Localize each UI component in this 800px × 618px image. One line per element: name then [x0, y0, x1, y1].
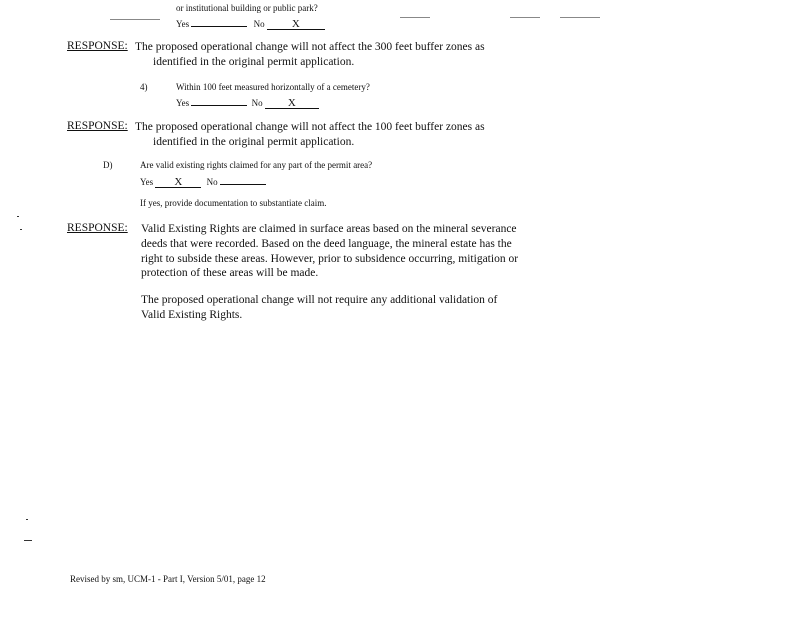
yes-mark: X	[174, 176, 183, 188]
scan-artifact-line	[400, 17, 430, 18]
yes-blank	[191, 16, 247, 27]
top-question-text: or institutional building or public park?	[176, 3, 318, 13]
top-question-answer	[176, 16, 325, 30]
no-blank	[220, 174, 266, 185]
question-d-letter: D)	[103, 160, 113, 170]
no-mark: X	[287, 97, 296, 109]
response-1-line-1: The proposed operational change will not affect the 300 feet buffer zones as	[135, 41, 485, 53]
yes-label: Yes	[140, 177, 154, 187]
response-2-line-2: identified in the original permit application.	[153, 136, 355, 148]
scan-artifact-line	[560, 17, 600, 18]
scan-artifact-line	[510, 17, 540, 18]
scan-speck	[26, 519, 28, 520]
response-3-para-2-line-1: The proposed operational change will not require any additional validation of	[141, 294, 498, 306]
scan-speck	[20, 229, 22, 230]
yes-blank	[155, 177, 201, 188]
yes-blank	[191, 95, 247, 106]
no-label: No	[253, 19, 265, 29]
question-4-text: Within 100 feet measured horizontally of a cemetery?	[176, 82, 370, 92]
yes-label: Yes	[176, 19, 190, 29]
page-footer: Revised by sm, UCM-1 - Part I, Version 5/01, page 12	[70, 574, 266, 584]
question-4-number: 4)	[140, 82, 148, 92]
question-d-followup: If yes, provide documentation to substantiate claim.	[140, 198, 327, 208]
scan-speck	[17, 216, 19, 217]
no-label: No	[206, 177, 218, 187]
response-label: RESPONSE:	[67, 120, 128, 132]
response-3-para-1-line-4: protection of these areas will be made.	[141, 267, 319, 279]
response-1-line-2: identified in the original permit application.	[153, 56, 355, 68]
no-label: No	[251, 98, 263, 108]
question-4-answer	[176, 95, 319, 109]
response-3-para-1-line-1: Valid Existing Rights are claimed in surface areas based on the mineral severance	[141, 223, 517, 235]
response-3-para-1-line-3: right to subside these areas. However, prior to subsidence occurring, mitigation or	[141, 253, 519, 265]
response-3-para-1-line-2: deeds that were recorded. Based on the deed language, the mineral estate has the	[141, 238, 512, 250]
response-label: RESPONSE:	[67, 222, 128, 234]
response-label: RESPONSE:	[67, 40, 128, 52]
response-3-para-2-line-2: Valid Existing Rights.	[141, 309, 243, 321]
no-blank	[267, 19, 325, 30]
no-blank	[265, 98, 319, 109]
response-2-line-1: The proposed operational change will not affect the 100 feet buffer zones as	[135, 121, 485, 133]
scan-speck	[24, 540, 32, 541]
question-d-answer	[140, 174, 266, 188]
yes-label: Yes	[176, 98, 190, 108]
scan-artifact-line	[110, 19, 160, 20]
no-mark: X	[291, 18, 300, 30]
question-d-text: Are valid existing rights claimed for any part of the permit area?	[140, 160, 373, 170]
